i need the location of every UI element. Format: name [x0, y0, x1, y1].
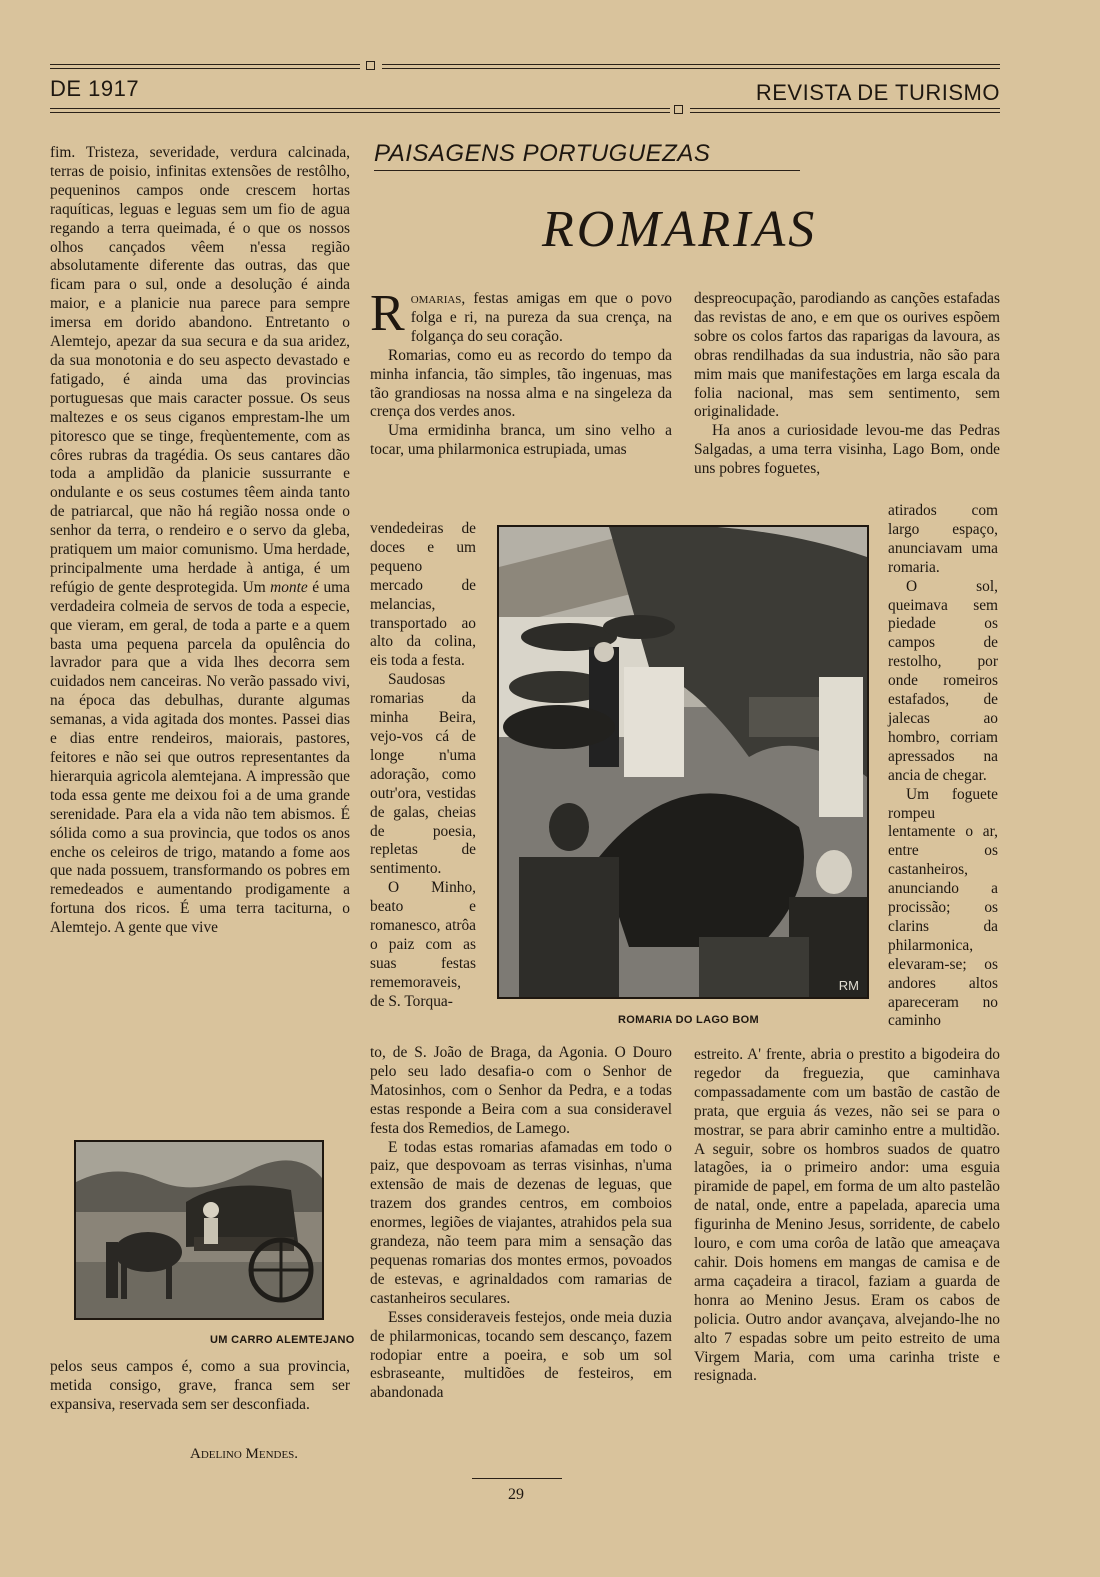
section-heading: PAISAGENS PORTUGUEZAS: [374, 140, 711, 167]
right-p3: O sol, queimava sem piedade os campos de restolho, por onde romeiros estafados, de jalecas ao hombro, corriam apressados na ancia de chegar.: [888, 577, 998, 784]
header-rule-right: [382, 64, 1000, 69]
right-column-bottom: [694, 1046, 1000, 1386]
left-monte-word: monte: [270, 578, 308, 596]
lead-smallcaps: omarias,: [410, 290, 466, 307]
header-date: DE 1917: [50, 76, 140, 101]
left-column-text: [50, 144, 350, 938]
left-paragraph-1: fim. Tristeza, severidade, verdura calcinada, terras de poisio, infinitas extensões de restôlho, pequeninos campos onde crescem hortas raquíticas, leguas e leguas sem um fio de agua regando a terra queimada, é o que os nossos olhos cançados vêem n'essa região absolutamente diferente das outras, das que ficam para o sul, onde a desolução é ainda maior, e a planicie nua parece para sempre imersa em dorido abandono. Entretanto o Alemtejo, apezar da sua secura e da sua aridez, da sua monotonia e do seu aspecto devastado e fatigado, é ainda uma das provincias portuguesas que mais caracter possue. Os seus maltezes e os seus ciganos emprestam-lhe um pitoresco que se tinge, freqùentemente, com as côres rubras da tragédia. Os seus cantares dão toda a amplidão da planicie sussurrante e ondulante e os seus costumes têem ainda tanto de patriarcal, que não há região nossa onde o senhor da terra, o rendeiro e o servo da gleba, pratiquem um maior comunismo. Uma herdade, principalmente uma herdade à antiga, é um refúgio de gente desprotegida. Um: [50, 144, 350, 596]
carro-alemtejano-caption: UM CARRO ALEMTEJANO: [210, 1334, 355, 1346]
middle-column-top: [370, 285, 672, 460]
photo-monogram: RM: [838, 978, 859, 993]
page-number: 29: [508, 1486, 524, 1503]
middle-column-bottom: [370, 1044, 672, 1403]
right-column-top: [694, 290, 1000, 479]
header-bottom-rule-right: [690, 108, 1000, 113]
article-p6: E todas estas romarias afamadas em todo o paiz, que despovoam as terras visinhas, n'uma extensão de mais de dezenas de leguas, que trazem dos grandes centros, em comboios enormes, legiões de viajantes, atrahidos pela sua grandeza, não teem para mim a sensação das pequenas romarias dos montes ermos, povoados de estevas, e agrinaldados com ramarias de castanheiros seculares.: [370, 1138, 672, 1307]
footer-rule: [472, 1478, 562, 1479]
romaria-caption: ROMARIA DO LAGO BOM: [618, 1014, 759, 1026]
article-p7: Esses consideraveis festejos, onde meia duzia de philarmonicas, tocando sem descanço, fazem rodopiar entre a poeira, e sob um sol esbraseante, multidões de festeiros, em abandonada: [370, 1308, 672, 1402]
carro-alemtejano-photo: [74, 1140, 324, 1320]
right-p2-narrow: atirados com largo espaço, anunciavam uma romaria.: [888, 502, 998, 576]
header-bottom-ornament-square: [674, 105, 683, 114]
article-p5-full: to, de S. João de Braga, da Agonia. O Douro pelo seu lado desafia-o com o Senhor de Matosinhos, com o Senhor da Pedra, e a todas estas responde a Beira com a sua consideravel festa dos Remedios, de Lamego.: [370, 1044, 672, 1137]
middle-narrow-column: [370, 520, 476, 1012]
article-p4: Saudosas romarias da minha Beira, vejo-vos cá de longe n'uma adoração, como outr'ora, vestidas de galas, cheias de poesia, repletas de sentimento.: [370, 671, 476, 878]
section-underline: [374, 170, 800, 171]
left-column-closing: [50, 1358, 350, 1415]
right-narrow-column: [888, 502, 998, 1031]
header-bottom-rule-left: [50, 108, 670, 113]
article-p5-narrow: O Minho, beato e romanesco, atrôa o paiz com as suas festas rememoraveis, de S. Torqua-: [370, 879, 476, 1010]
right-p4-narrow: Um foguete rompeu lentamente o ar, entre os castanheiros, anunciando a procissão; os clarins da philarmonica, elevaram-se; os andores altos apareceram no caminho: [888, 785, 998, 1030]
article-p2: Romarias, como eu as recordo do tempo da minha infancia, tão simples, tão ingenuas, mas tão grandiosas na nossa alma e na singeleza da crença dos verdes anos.: [370, 346, 672, 421]
article-p1: festas amigas em que o povo folga e ri, na pureza da sua crença, na folgança do seu coração.: [410, 290, 672, 345]
author-signature: Adelino Mendes.: [190, 1446, 299, 1462]
right-p4-full: estreito. A' frente, abria o prestito a bigodeira do regedor da freguezia, que caminhava compassadamente com um bastão de castão de prata, que erguia ás vezes, não sei se para o mostrar, se para abrir caminho entre a multidão. A seguir, sobre os hombros suados de quatro latagões, ia o primeiro andor: uma esguia piramide de papel, em forma de um alto pastelão de natal, onde, entre a papelada, aparecia uma figurinha de Menino Jesus, sorridente, de cabelo louro, e com uma corôa de latão que ameaçava cahir. Dois homens em mangas de camisa e de arma caçadeira a tiracol, faziam a guarda de honra ao Menino Jesus. Eram os cabos de policia. Outro andor avançava, alvejando-lhe no alto 7 espadas sobre um peito estreito de uma Virgem Maria, com uma carinha triste e resignada.: [694, 1046, 1000, 1385]
right-p2: Ha anos a curiosidade levou-me das Pedras Salgadas, a uma terra visinha, Lago Bom, onde uns pobres foguetes,: [694, 422, 1000, 478]
drop-cap: R: [370, 285, 405, 342]
header-rule-left: [50, 64, 360, 69]
article-p3: Uma ermidinha branca, um sino velho a tocar, uma philarmonica estrupiada, umas: [370, 422, 672, 459]
ox-cart-illustration: [76, 1142, 322, 1318]
right-p1: despreocupação, parodiando as canções estafadas das revistas de ano, e em que os ourives espõem sobre os colos fartos das raparigas da lavoura, as obras rendilhadas da sua industria, não são para mim mais que manifestações em larga escala da folia nacional, mas sem sentimento, sem originalidade.: [694, 290, 1000, 421]
procession-illustration: [499, 527, 867, 997]
header-ornament-square: [366, 61, 375, 70]
article-title: ROMARIAS: [542, 201, 818, 258]
left-paragraph-2: é uma verdadeira colmeia de servos de toda a especie, que vieram, em geral, de toda a parte e a quem basta uma pequena parcela da opulência do lavrador para que a vida lhes decorra sem cuidados nem canceiras. No verão passado vivi, na época das debulhas, durante algumas semanas, a vida agitada dos montes. Passei dias e dias entre rendeiros, maiorais, pastores, feitores e não sei que outros representantes da hierarquia agricola alemtejana. A impressão que toda essa gente me deixou foi a de uma grande serenidade. Para ela a vida não tem abismos. É sólida como a sua provincia, que todos os anos enche os celeiros de trigo, matando a fome aos que nada possuem, transformando os pobres em remedeados e aumentando prodigamente a fortuna dos ricos. É uma terra taciturna, o Alemtejo. A gente que vive: [50, 578, 350, 937]
header-magazine-title: REVISTA DE TURISMO: [755, 80, 1000, 105]
article-p3-narrow: vendedeiras de doces e um pequeno mercado de melancias, transportado ao alto da colina, eis toda a festa.: [370, 520, 476, 670]
left-paragraph-3: pelos seus campos é, como a sua provincia, metida consigo, grave, franca sem ser expansiva, reservada sem ser desconfiada.: [50, 1358, 350, 1413]
romaria-photo: [497, 525, 869, 999]
